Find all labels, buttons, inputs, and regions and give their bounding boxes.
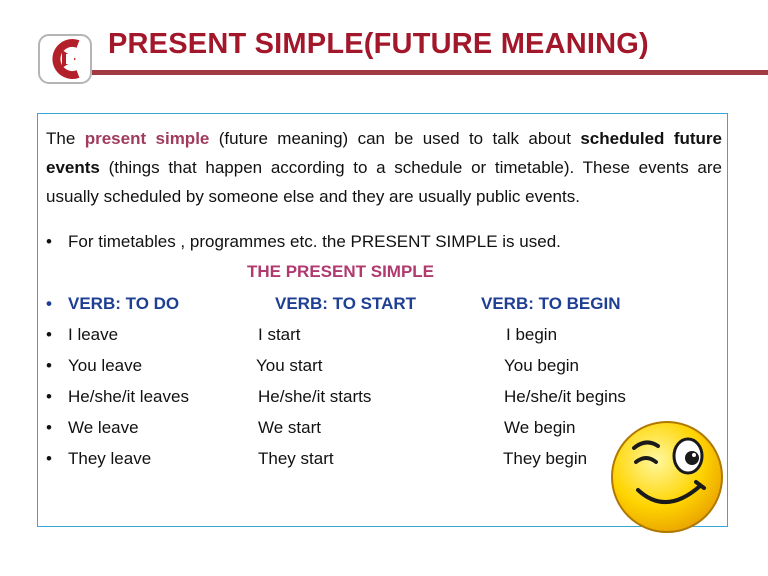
- bullet-dot: •: [46, 387, 52, 406]
- conj-do-4: We leave: [68, 418, 139, 437]
- conj-begin-2: You begin: [504, 356, 580, 375]
- bullet-dot: •: [46, 449, 52, 468]
- bullet-dot: •: [46, 325, 52, 344]
- bullet-dot: •: [46, 356, 52, 375]
- scheduled-events-bold: scheduled future events: [46, 129, 722, 177]
- bullet-dot: •: [46, 294, 52, 313]
- intro-paragraph: [46, 124, 722, 211]
- brand-logo-icon: [38, 34, 92, 84]
- conj-start-5: They start: [258, 449, 334, 468]
- conj-start-3: He/she/it starts: [258, 387, 372, 406]
- verb-header-do: VERB: TO DO: [68, 294, 180, 313]
- conj-begin-1: I begin: [506, 325, 558, 344]
- present-simple-subheading: THE PRESENT SIMPLE: [247, 262, 435, 281]
- conj-do-2: You leave: [68, 356, 143, 375]
- title-underline: [92, 70, 768, 75]
- conj-begin-5: They begin: [503, 449, 588, 468]
- conj-do-3: He/she/it leaves: [68, 387, 189, 406]
- intro-text-2: (future meaning) can be used to talk about: [209, 129, 581, 148]
- page-title: PRESENT SIMPLE(FUTURE MEANING): [108, 28, 649, 60]
- verb-header-begin: VERB: TO BEGIN: [481, 294, 621, 313]
- verb-header-start: VERB: TO START: [275, 294, 417, 313]
- conj-do-1: I leave: [68, 325, 119, 344]
- conj-begin-4: We begin: [504, 418, 576, 437]
- bullet-dot: •: [46, 232, 52, 251]
- intro-text-1: The: [46, 129, 85, 148]
- winking-smiley-icon: [608, 418, 726, 536]
- timetables-bullet-text: For timetables , programmes etc. the PRESENT SIMPLE is used.: [68, 232, 561, 251]
- conj-start-4: We start: [258, 418, 321, 437]
- conj-do-5: They leave: [68, 449, 152, 468]
- present-simple-highlight: present simple: [84, 129, 210, 148]
- bullet-dot: •: [46, 418, 52, 437]
- conj-start-2: You start: [256, 356, 323, 375]
- intro-text-3: (things that happen according to a schedule or timetable). These events are usually scheduled by someone else and they are usually public events.: [46, 158, 722, 206]
- conj-begin-3: He/she/it begins: [504, 387, 626, 406]
- conj-start-1: I start: [258, 325, 301, 344]
